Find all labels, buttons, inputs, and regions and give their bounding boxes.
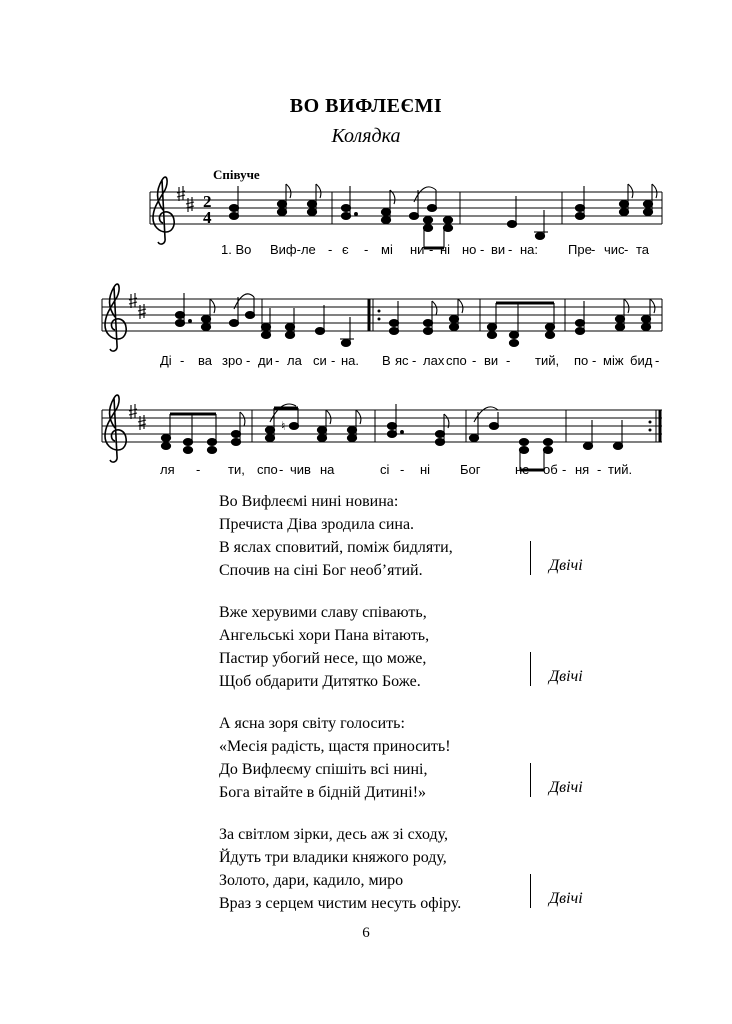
syllable: тий. (608, 462, 633, 477)
repeat-label: Двічі (549, 890, 583, 907)
stanza-line: Пречиста Діва зродила сина. (219, 516, 415, 533)
syllable: спо (446, 353, 467, 368)
syllable: на: (520, 242, 539, 257)
syllable: Ді (160, 353, 172, 368)
syllable: яс (395, 353, 409, 368)
syllable: ди (258, 353, 273, 368)
stanza-line: Ангельські хори Пана вітають, (219, 627, 430, 644)
syllable: - (535, 462, 540, 477)
syllable: ти, (228, 462, 245, 477)
syllable: - (275, 353, 280, 368)
lyrics-line-1 (0, 242, 732, 260)
stanza-line: В яслах сповитий, поміж бидляти, (219, 539, 453, 556)
stanza-line: Во Вифлеємі нині новина: (219, 493, 399, 510)
time-sig-bottom: 4 (203, 208, 212, 227)
repeat-bracket (530, 541, 531, 575)
syllable: Пре (568, 242, 592, 257)
syllable: - (597, 462, 602, 477)
stanza-line: До Вифлеєму спішіть всі нині, (219, 761, 428, 778)
syllable: - (279, 462, 284, 477)
stanza-line: Спочив на сіні Бог необ’ятий. (219, 562, 423, 579)
syllable: ля (160, 462, 175, 477)
syllable: на (320, 462, 335, 477)
syllable: В (382, 353, 391, 368)
syllable: є (342, 242, 349, 257)
syllable: сі (380, 462, 390, 477)
syllable: зро (222, 353, 243, 368)
syllable: та (636, 242, 650, 257)
syllable: - (624, 242, 629, 257)
syllable: - (480, 242, 485, 257)
repeat-label: Двічі (549, 668, 583, 685)
syllable: - (328, 242, 333, 257)
syllable: ні (420, 462, 431, 477)
stanza-line: Бога вітайте в бідній Дитині!» (219, 784, 427, 801)
repeat-label: Двічі (549, 557, 583, 574)
syllable: - (412, 353, 417, 368)
syllable: ни (410, 242, 425, 257)
treble-clef-icon (105, 395, 126, 462)
syllable: - (180, 353, 185, 368)
syllable: Виф-ле (270, 242, 316, 257)
staff-system-3 (102, 395, 662, 470)
syllable: ла (287, 353, 302, 368)
syllable: но (462, 242, 477, 257)
syllable: 1. Во (221, 242, 252, 257)
lyrics-line-3 (0, 462, 732, 480)
repeat-bracket (530, 763, 531, 797)
syllable: спо (257, 462, 278, 477)
syllable: - (506, 353, 511, 368)
stanza-line: Вже херувими славу співають, (219, 604, 427, 621)
syllable: між (603, 353, 624, 368)
repeat-label: Двічі (549, 779, 583, 796)
repeat-bracket (530, 652, 531, 686)
syllable: - (655, 353, 660, 368)
syllable: ня (575, 462, 590, 477)
syllable: ва (198, 353, 212, 368)
treble-clef-icon (105, 284, 126, 351)
staff-system-2 (102, 284, 662, 351)
syllable: - (508, 242, 513, 257)
stanza-line: «Месія радість, щастя приносить! (219, 738, 451, 755)
syllable: - (591, 242, 596, 257)
treble-clef-icon (153, 177, 174, 244)
syllable: - (246, 353, 251, 368)
syllable: ви (491, 242, 506, 257)
staff-system-1 (150, 177, 662, 248)
syllable: бид (630, 353, 653, 368)
stanza-line: Враз з серцем чистим несуть офіру. (219, 895, 462, 912)
syllable: - (364, 242, 369, 257)
stanza-line: Щоб обдарити Дитятко Боже. (219, 673, 421, 690)
lyrics-line-2 (0, 353, 732, 371)
syllable: на. (341, 353, 360, 368)
syllable: - (562, 462, 567, 477)
syllable: не (515, 462, 530, 477)
svg-text:♮: ♮ (281, 419, 286, 433)
page-title: ВО ВИФЛЕЄМІ (289, 95, 443, 117)
repeat-bracket (530, 874, 531, 908)
syllable: ні (440, 242, 451, 257)
page-subtitle: Колядка (331, 125, 401, 147)
syllable: - (592, 353, 597, 368)
tempo-marking: Співуче (213, 167, 260, 182)
syllable: по (574, 353, 589, 368)
stanza-line: Золото, дари, кадило, миро (219, 872, 404, 889)
syllable: чив (290, 462, 311, 477)
stanza-line: Йдуть три владики княжого роду, (219, 849, 447, 866)
syllable: - (196, 462, 201, 477)
stanza-line: Пастир убогий несе, що може, (219, 650, 427, 667)
time-sig-top: 2 (203, 192, 212, 211)
syllable: Бог (460, 462, 481, 477)
syllable: тий, (535, 353, 560, 368)
syllable: ви (484, 353, 499, 368)
syllable: лах (423, 353, 445, 368)
syllable: - (400, 462, 405, 477)
syllable: си (313, 353, 327, 368)
syllable: чис (604, 242, 625, 257)
page-number: 6 (362, 925, 370, 941)
syllable: - (331, 353, 336, 368)
syllable: мі (381, 242, 393, 257)
syllable: об (543, 462, 558, 477)
syllable: - (472, 353, 477, 368)
stanza-line: За світлом зірки, десь аж зі сходу, (219, 826, 449, 843)
syllable: - (429, 242, 434, 257)
stanza-line: А ясна зоря світу голосить: (219, 715, 405, 732)
